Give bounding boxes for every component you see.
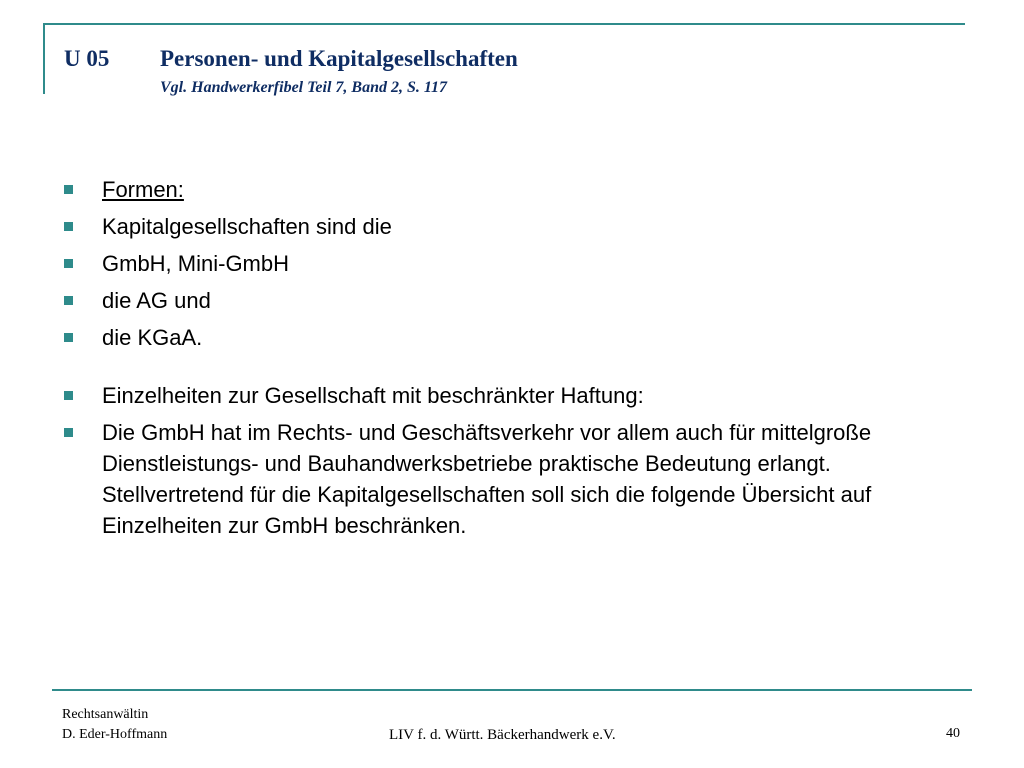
bullet-text: GmbH, Mini-GmbH xyxy=(102,251,290,276)
bullet-item xyxy=(64,174,964,205)
bullet-item xyxy=(64,380,964,411)
square-bullet-icon xyxy=(64,333,73,342)
bullet-list xyxy=(64,174,964,547)
square-bullet-icon xyxy=(64,222,73,231)
bullet-item xyxy=(64,211,964,242)
footer-organization: LIV f. d. Württ. Bäckerhandwerk e.V. xyxy=(389,727,616,743)
page-number: 40 xyxy=(946,726,960,741)
slide-title-text: Personen- und Kapitalgesellschaften xyxy=(160,46,518,71)
square-bullet-icon xyxy=(64,428,73,437)
square-bullet-icon xyxy=(64,259,73,268)
bullet-text: Die GmbH hat im Rechts- und Geschäftsverkehr vor allem auch für mittelgroße Dienstleistungs- und Bauhandwerksbetriebe praktische Bedeutung erlangt. Stellvertretend für die Kapitalgesellschaften soll sich die folgende Übersicht auf Einzelheiten zur GmbH beschränken. xyxy=(102,420,872,538)
bullet-text: die AG und xyxy=(102,288,211,313)
slide-number-label: U 05 xyxy=(64,46,110,71)
bullet-text: Einzelheiten zur Gesellschaft mit beschränkter Haftung: xyxy=(102,383,644,408)
slide-title xyxy=(64,46,518,72)
footer-divider xyxy=(52,689,972,691)
bullet-text: Formen: xyxy=(102,177,184,202)
bullet-item xyxy=(64,285,964,316)
square-bullet-icon xyxy=(64,296,73,305)
title-frame-top-line xyxy=(43,23,965,25)
square-bullet-icon xyxy=(64,391,73,400)
bullet-text: Kapitalgesellschaften sind die xyxy=(102,214,392,239)
slide-subtitle: Vgl. Handwerkerfibel Teil 7, Band 2, S. 117 xyxy=(160,79,447,96)
footer-author xyxy=(62,705,167,745)
bullet-item xyxy=(64,322,964,353)
title-frame-left-line xyxy=(43,23,45,94)
bullet-item xyxy=(64,248,964,279)
square-bullet-icon xyxy=(64,185,73,194)
bullet-text: die KGaA. xyxy=(102,325,203,350)
footer-author-title: Rechtsanwältin xyxy=(62,707,149,722)
footer-author-name: D. Eder-Hoffmann xyxy=(62,727,168,742)
bullet-item xyxy=(64,417,964,541)
